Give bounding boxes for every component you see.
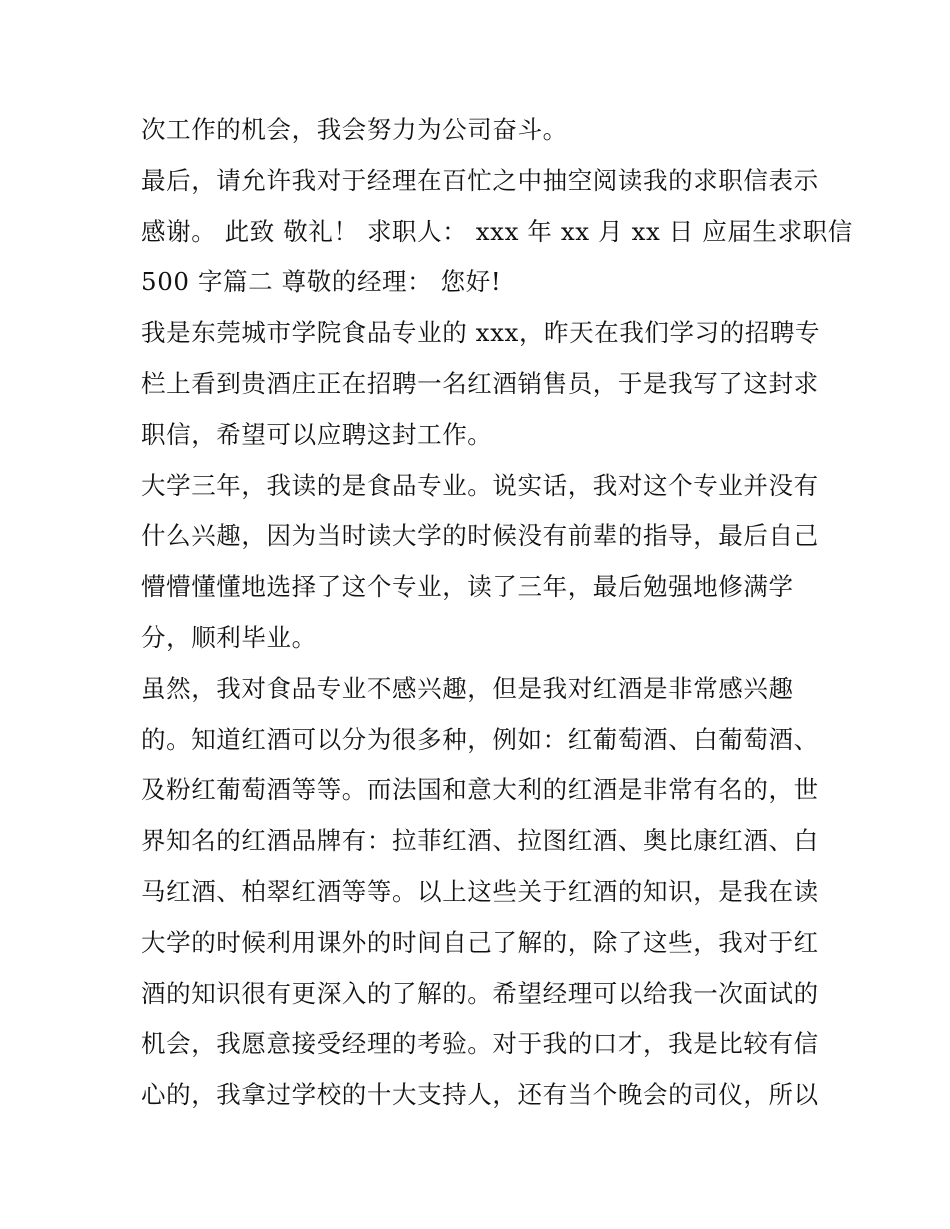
text-line: 机会，我愿意接受经理的考验。对于我的口才，我是比较有信 xyxy=(141,1029,819,1059)
letter-body xyxy=(141,105,853,1121)
text-line: 及粉红葡萄酒等等。而法国和意大利的红酒是非常有名的，世 xyxy=(141,775,819,805)
text-line: 职信，希望可以应聘这封工作。 xyxy=(141,419,493,449)
text-line: 什么兴趣，因为当时读大学的时候没有前辈的指导，最后自己 xyxy=(141,521,819,551)
text-line: 栏上看到贵酒庄正在招聘一名红酒销售员，于是我写了这封求 xyxy=(141,368,819,398)
text-line: 懵懵懂懂地选择了这个专业，读了三年，最后勉强地修满学 xyxy=(141,572,794,602)
text-line: 感谢。 此致 敬礼！ 求职人： xxx 年 xx 月 xx 日 应届生求职信 xyxy=(141,216,853,246)
text-line: 次工作的机会，我会努力为公司奋斗。 xyxy=(141,115,568,144)
text-line: 最后，请允许我对于经理在百忙之中抽空阅读我的求职信表示 xyxy=(141,165,819,195)
text-line: 大学三年，我读的是食品专业。说实话，我对这个专业并没有 xyxy=(141,470,819,500)
text-line: 的。知道红酒可以分为很多种，例如：红葡萄酒、白葡萄酒、 xyxy=(141,724,819,754)
text-line: 我是东莞城市学院食品专业的 xxx，昨天在我们学习的招聘专 xyxy=(141,318,821,348)
text-line: 分，顺利毕业。 xyxy=(141,622,317,652)
text-line: 500 字篇二 尊敬的经理： 您好! xyxy=(141,267,502,297)
text-line: 界知名的红酒品牌有：拉菲红酒、拉图红酒、奥比康红酒、白 xyxy=(141,826,819,856)
text-line: 虽然，我对食品专业不感兴趣，但是我对红酒是非常感兴趣 xyxy=(141,673,794,703)
text-line: 马红酒、柏翠红酒等等。以上这些关于红酒的知识，是我在读 xyxy=(141,876,819,906)
text-line: 心的，我拿过学校的十大支持人，还有当个晚会的司仪，所以 xyxy=(141,1080,819,1110)
text-line: 酒的知识很有更深入的了解的。希望经理可以给我一次面试的 xyxy=(141,978,819,1008)
text-line: 大学的时候利用课外的时间自己了解的，除了这些，我对于红 xyxy=(141,927,819,957)
